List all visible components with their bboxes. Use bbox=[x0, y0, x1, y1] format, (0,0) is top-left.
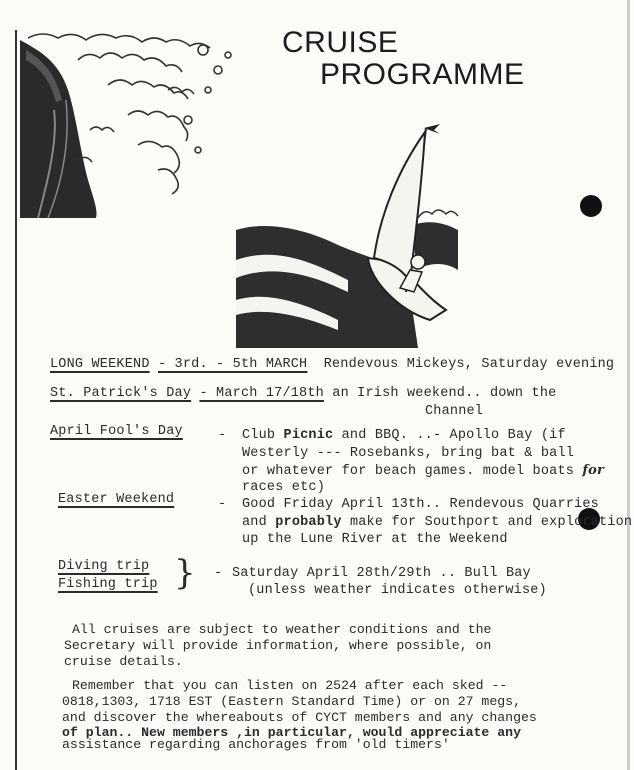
dash: - bbox=[218, 428, 227, 443]
text-bold: probably bbox=[275, 515, 342, 530]
event-st-patricks bbox=[50, 386, 556, 401]
easter-line-3: up the Lune River at the Weekend bbox=[242, 532, 508, 547]
event-label: St. Patrick's Day bbox=[50, 386, 192, 401]
text: and bbox=[242, 515, 276, 530]
sailboat-illustration bbox=[236, 124, 458, 348]
wave-illustration bbox=[20, 34, 231, 218]
text-bold: Picnic bbox=[283, 428, 334, 443]
note-radio: Remember that you can listen on 2524 after each sked -- bbox=[72, 678, 508, 693]
april-fools-line-3 bbox=[242, 463, 604, 479]
brace-mark: } bbox=[174, 553, 196, 593]
page-right-edge bbox=[627, 0, 630, 770]
text: Club bbox=[242, 428, 284, 443]
easter-line-2 bbox=[242, 515, 632, 530]
event-fishing-trip bbox=[58, 577, 158, 592]
title-line-2: PROGRAMME bbox=[320, 58, 525, 91]
easter-line-1: Good Friday April 13th.. Rendevous Quarries bbox=[242, 497, 599, 512]
note-radio-3: and discover the whereabouts of CYCT members and any changes bbox=[62, 710, 537, 725]
title-line-1: CRUISE bbox=[282, 26, 399, 59]
note-weather-3: cruise details. bbox=[64, 654, 183, 669]
event-dates: - March 17/18th bbox=[199, 386, 324, 401]
note-radio-4: of plan.. New members ,in particular, would appreciate any bbox=[62, 725, 521, 740]
event-label: Diving trip bbox=[58, 559, 150, 574]
event-st-patricks-desc-2: Channel bbox=[425, 404, 484, 419]
text: or whatever for beach games. model boats bbox=[242, 464, 575, 479]
event-label: LONG WEEKEND bbox=[50, 357, 150, 372]
dash: - bbox=[214, 566, 223, 581]
handwritten-annotation: for bbox=[582, 463, 605, 478]
note-weather-2: Secretary will provide information, where possible, on bbox=[64, 638, 492, 653]
event-easter bbox=[58, 492, 174, 507]
april-fools-line-4: races etc) bbox=[242, 480, 326, 495]
wave-sailboat-illustration bbox=[18, 30, 468, 348]
note-line: All cruises are subject to weather conditions and the bbox=[72, 622, 492, 637]
diving-line-2: (unless weather indicates otherwise) bbox=[248, 583, 547, 598]
dash: - bbox=[218, 497, 227, 512]
event-label: Fishing trip bbox=[58, 577, 158, 592]
note-weather bbox=[72, 622, 491, 638]
event-dates: - 3rd. - 5th MARCH bbox=[157, 357, 308, 372]
event-label: Easter Weekend bbox=[58, 492, 175, 507]
april-fools-line-1 bbox=[242, 428, 566, 443]
note-radio-5: assistance regarding anchorages from 'old timers' bbox=[62, 737, 450, 752]
event-desc: an Irish weekend.. down the bbox=[332, 386, 557, 401]
event-label: April Fool's Day bbox=[50, 424, 183, 439]
note-radio-2: 0818,1303, 1718 EST (Eastern Standard Time) or on 27 megs, bbox=[62, 694, 521, 709]
event-long-weekend bbox=[50, 357, 614, 372]
event-diving-trip bbox=[58, 559, 149, 574]
april-fools-line-2: Westerly --- Rosebanks, bring bat & ball bbox=[242, 446, 575, 461]
event-desc: Rendevous Mickeys, Saturday evening bbox=[323, 357, 615, 372]
event-april-fools bbox=[50, 424, 183, 439]
diving-line-1: Saturday April 28th/29th .. Bull Bay bbox=[232, 566, 531, 581]
text: and BBQ. ..- Apollo Bay (if bbox=[333, 428, 566, 443]
text: make for Southport and exploration bbox=[341, 515, 633, 530]
punch-hole-top bbox=[580, 195, 602, 217]
page-left-border bbox=[15, 30, 17, 770]
